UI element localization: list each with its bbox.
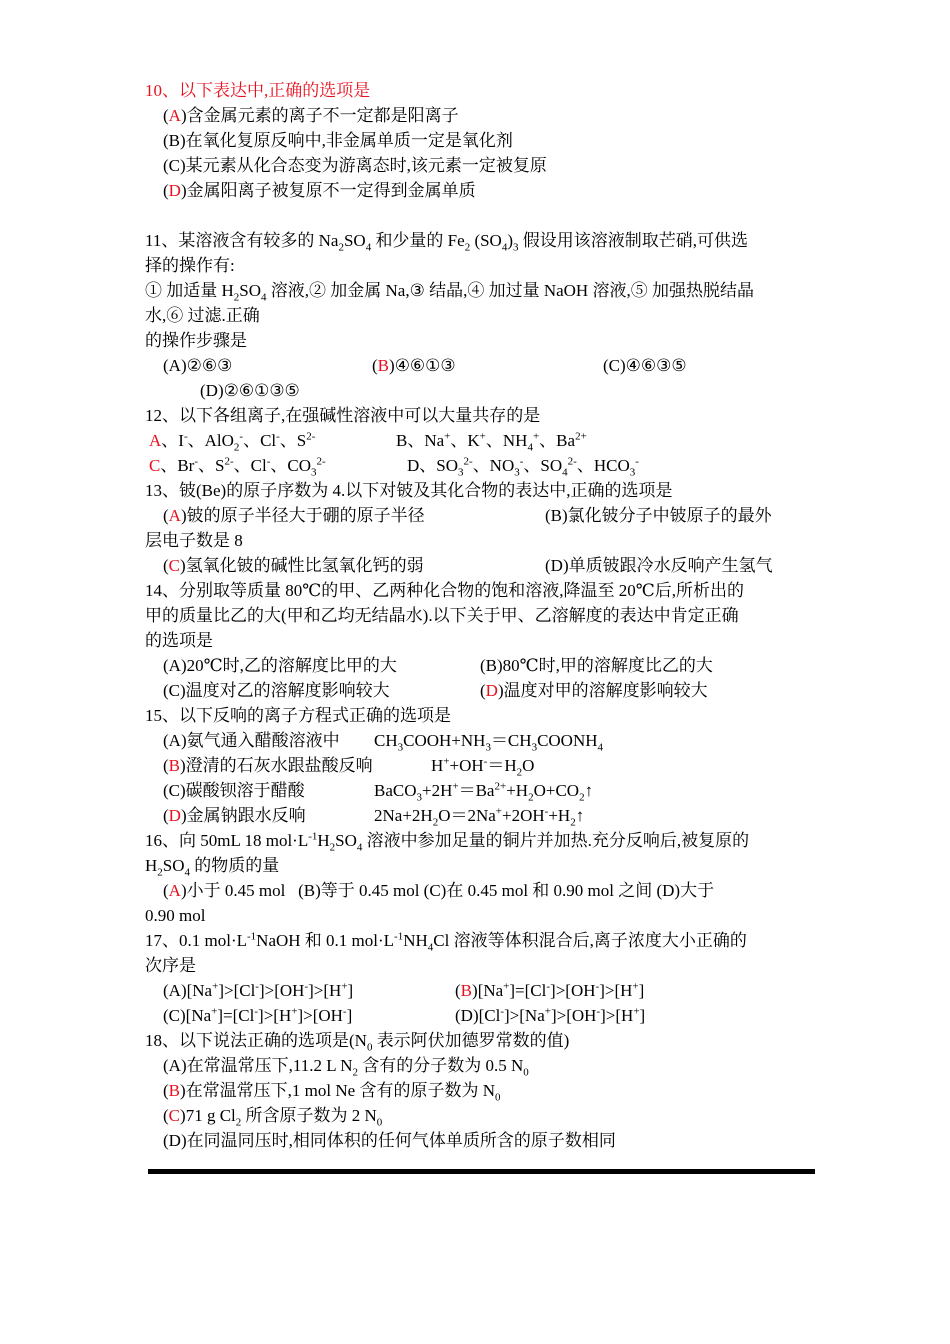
q15-option-d: (D)金属钠跟水反响	[163, 806, 306, 825]
q17-option-d: (D)[Cl-]>[Na+]>[OH-]>[H+]	[455, 1005, 646, 1025]
q12-option-b: B、Na+、K+、$NH_4^+$、$Ba^{2+}$	[396, 430, 587, 454]
q14-stem-line2: 甲的质量比乙的大(甲和乙均无结晶水).以下关于甲、乙溶解度的表达中肯定正确	[145, 606, 739, 625]
q12-option-a: A、I-、AlO$_2$-、Cl-、$S^{2-}$	[149, 430, 316, 454]
q13-option-b-cont: 层电子数是 8	[145, 531, 243, 550]
q12-stem: 12、以下各组离子,在强碱性溶液中可以大量共存的是	[145, 406, 541, 425]
q14-option-a: (A)20℃时,乙的溶解度比甲的大	[163, 656, 397, 675]
q13-option-c: (C)氢氧化铍的碱性比氢氧化钙的弱	[163, 556, 424, 575]
q11-stem-line2: 择的操作有:	[145, 256, 235, 275]
q12-option-c: C、Br-、$S^{2-}$、Cl-、$CO_3^{2-}$	[149, 455, 326, 479]
q15-option-c: (C)碳酸钡溶于醋酸	[163, 781, 305, 800]
q12-option-d: D、$SO_3^{2-}$、$NO_3^-$、$SO_4^{2-}$、$HCO_3^-$	[407, 455, 639, 479]
q10-option-d: (D)金属阳离子被复原不一定得到金属单质	[163, 181, 476, 200]
q11-option-c: (C)④⑥③⑤	[603, 356, 687, 375]
q14-option-c: (C)温度对乙的溶解度影响较大	[163, 681, 390, 700]
q13-option-d: (D)单质铍跟冷水反响产生氢气	[545, 556, 773, 575]
q10-option-c: (C)某元素从化合态变为游离态时,该元素一定被复原	[163, 156, 547, 175]
q18-option-c: (C)71 g $Cl_2$ 所含原子数为 2 $N_0$	[163, 1106, 383, 1129]
q10-option-b: (B)在氧化复原反响中,非金属单质一定是氧化剂	[163, 131, 513, 150]
q16-options: (A)小于 0.45 mol (B)等于 0.45 mol (C)在 0.45 mol 和 0.90 mol 之间 (D)大于	[163, 881, 715, 900]
q11-stem-line4: 水,⑥ 过滤.正确	[145, 306, 260, 325]
q16-options-cont: 0.90 mol	[145, 906, 206, 925]
q15-stem: 15、以下反响的离子方程式正确的选项是	[145, 706, 451, 725]
q17-stem-line1: 17、0.1 $mol\cdot L^{-1}NaOH$ 和 0.1 $mol\cdot L^{-1}NH_4Cl$ 溶液等体积混合后,离子浓度大小正确的	[145, 930, 747, 954]
q10-stem: 10、以下表达中,正确的选项是	[145, 81, 371, 100]
q17-option-a: (A)[Na+]>[Cl-]>[OH-]>[H+]	[163, 980, 354, 1000]
q18-option-a: (A)在常温常压下,11.2 L $N_2$ 含有的分子数为 0.5 $N_0$	[163, 1056, 529, 1079]
q11-operations-line: ① 加适量 $H_2SO_4$ 溶液,② 加金属 Na,③ 结晶,④ 加过量 NaOH 溶液,⑤ 加强热脱结晶	[145, 281, 754, 304]
q15-option-b: (B)澄清的石灰水跟盐酸反响	[163, 756, 373, 775]
q16-stem-line1: 16、向 50mL 18 $mol\cdot L^{-1}H_2SO_4$ 溶液中参加足量的铜片并加热.充分反响后,被复原的	[145, 830, 750, 854]
q11-stem-line1: 11、某溶液含有较多的 $Na_2SO_4$ 和少量的 $Fe_2$ $(SO_4)_3$ 假设用该溶液制取芒硝,可供选	[145, 231, 749, 254]
q13-option-a: (A)铍的原子半径大于硼的原子半径	[163, 506, 425, 525]
q17-stem-line2: 次序是	[145, 956, 196, 975]
q11-stem-line5: 的操作步骤是	[145, 331, 247, 350]
q14-option-b: (B)80℃时,甲的溶解度比乙的大	[480, 656, 713, 675]
q15-option-a: (A)氨气通入醋酸溶液中	[163, 731, 340, 750]
q13-stem: 13、铍(Be)的原子序数为 4.以下对铍及其化合物的表达中,正确的选项是	[145, 481, 673, 500]
q11-option-d: (D)②⑥①③⑤	[200, 381, 300, 400]
q18-stem: 18、以下说法正确的选项是($N_0$ 表示阿伏加德罗常数的值)	[145, 1031, 570, 1054]
q14-stem-line3: 的选项是	[145, 631, 213, 650]
q18-option-d: (D)在同温同压时,相同体积的任何气体单质所含的原子数相同	[163, 1131, 616, 1150]
q13-option-b: (B)氯化铍分子中铍原子的最外	[545, 506, 772, 525]
q17-option-b: (B)[Na+]=[Cl-]>[OH-]>[H+]	[455, 980, 645, 1000]
q15-option-d-equation: $2Na+2H_2O=2Na^++2OH^-+H_2↑$	[374, 805, 585, 829]
q18-option-b: (B)在常温常压下,1 mol Ne 含有的原子数为 $N_0$	[163, 1081, 501, 1104]
q10-option-a: (A)含金属元素的离子不一定都是阳离子	[163, 106, 459, 125]
q14-stem-line1: 14、分别取等质量 80℃的甲、乙两种化合物的饱和溶液,降温至 20℃后,所析出的	[145, 581, 745, 600]
q15-option-c-equation: $BaCO_3+2H^+=Ba^{2+}+H_2O+CO_2↑$	[374, 780, 594, 804]
q15-option-b-equation: $H^++OH^-=H_2O$	[431, 755, 535, 779]
q15-option-a-equation: $CH_3COOH+NH_3=CH_3COONH_4$	[374, 731, 604, 754]
q17-option-c: (C)[Na+]=[Cl-]>[H+]>[OH-]	[163, 1005, 353, 1025]
q14-option-d: (D)温度对甲的溶解度影响较大	[480, 681, 708, 700]
q11-option-b: (B)④⑥①③	[372, 356, 456, 375]
bottom-divider	[148, 1169, 815, 1174]
q16-stem-line2: $H_2SO_4$ 的物质的量	[145, 856, 280, 879]
q11-option-a: (A)②⑥③	[163, 356, 233, 375]
